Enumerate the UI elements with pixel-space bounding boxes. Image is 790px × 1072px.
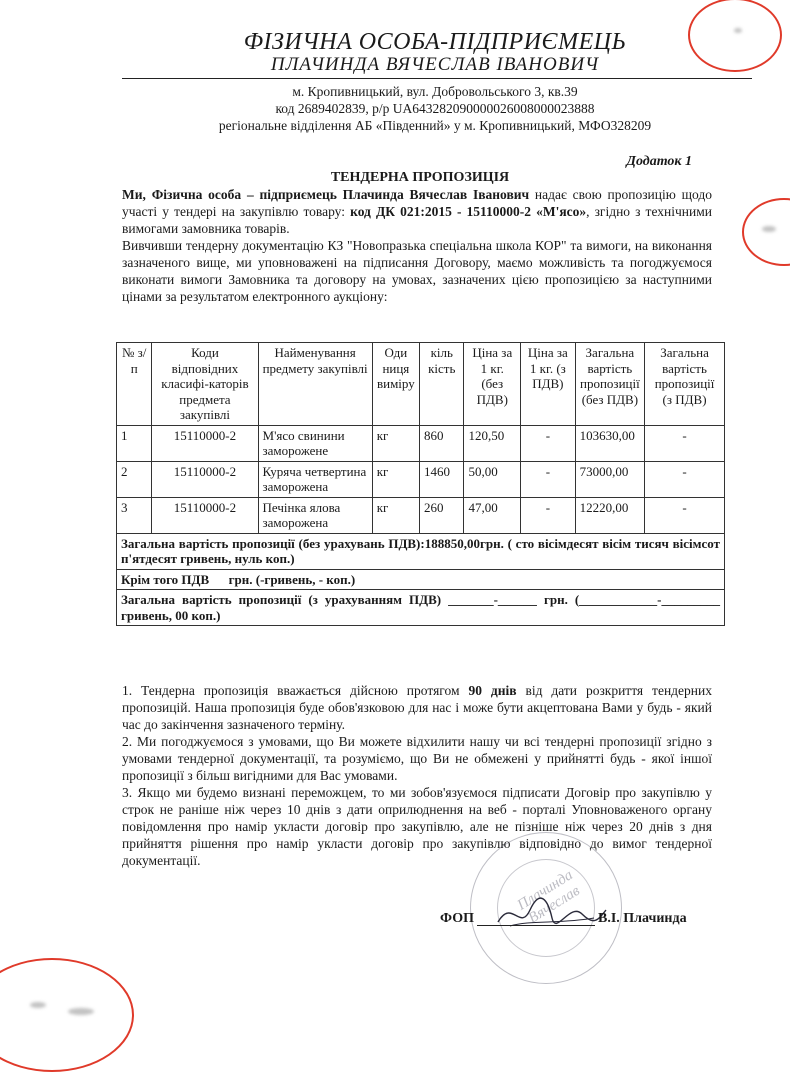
intro-paragraph-2: Вивчивши тендерну документацію КЗ "Новопразька спеціальна школа КОР" та вимоги, на виконання зазначеного вище, ми уповноважені на підписання Договору, маємо можливість та погоджуємося виконати вимоги Замовника та договору на умовах, зазначених цією пропозицією за наступними цінами за результатом електронного аукціону:	[122, 238, 712, 304]
punch-hole-circle	[742, 198, 790, 266]
header-bank: регіональне відділення АБ «Південний» у м. Кропивницький, МФО328209	[218, 118, 652, 133]
table-cell: 12220,00	[575, 497, 644, 533]
header-name: ПЛАЧИНДА ВЯЧЕСЛАВ ІВАНОВИЧ	[270, 54, 600, 75]
scan-smudge	[734, 28, 742, 33]
term-3: 3. Якщо ми будемо визнані переможцем, то ми зобов'язуємося підписати Договір про закупівлю у строк не раніше ніж через 10 днів з дати оприлюднення на веб - порталі Уповноваженого органу повідомлення про намір укласти договір про закупівлю, але не пізніше ніж через 20 днів з дня прийняття рішення про намір укласти договір про закупівлю відповідно до вимог тендерної документації.	[122, 785, 712, 868]
table-cell: 73000,00	[575, 461, 644, 497]
table-header-cell: Коди відповідних класифі-каторів предмета закупівлі	[152, 343, 258, 426]
total-without-vat: Загальна вартість пропозиції (без урахувань ПДВ):188850,00грн. ( сто вісімдесят вісім тисяч вісімсот п'ятдесят гривень, нуль коп.)	[117, 533, 725, 569]
document-title: ТЕНДЕРНА ПРОПОЗИЦІЯ	[330, 170, 510, 185]
table-header-cell: Ціна за 1 кг. (з ПДВ)	[521, 343, 576, 426]
table-header-row	[117, 343, 725, 426]
table-row	[117, 497, 725, 533]
term-2: 2. Ми погоджуємося з умовами, що Ви можете відхилити нашу чи всі тендерні пропозиції згідно з умовами тендерної документації, та розуміємо, що Ви не обмежені у прийнятті будь - якої іншої пропозиції з більш вигідними для Вас умовами.	[122, 734, 712, 783]
table-cell: 15110000-2	[152, 461, 258, 497]
table-cell: 1460	[420, 461, 464, 497]
table-header-cell: Ціна за 1 кг. (без ПДВ)	[464, 343, 521, 426]
table-cell: 15110000-2	[152, 425, 258, 461]
scan-smudge	[68, 1008, 94, 1015]
total-with-vat-row	[117, 590, 725, 626]
total-with-vat: Загальна вартість пропозиції (з урахуванням ПДВ) _______-______ грн. (____________-_________ гривень, 00 коп.)	[117, 590, 725, 626]
intro-section	[122, 186, 712, 305]
header-divider	[122, 78, 752, 79]
stamp-text: Плачинда Вячеслав	[514, 867, 583, 927]
table-row	[117, 461, 725, 497]
intro-after-code: , згідно з технічними вимогами замовника товарів.	[122, 204, 712, 236]
header-title: ФІЗИЧНА ОСОБА-ПІДПРИЄМЕЦЬ	[243, 29, 627, 55]
signature-line	[477, 925, 595, 926]
table-cell: 1	[117, 425, 152, 461]
price-table	[116, 342, 725, 626]
table-cell: кг	[372, 425, 419, 461]
table-cell: -	[645, 425, 725, 461]
table-cell: -	[521, 497, 576, 533]
table-cell: 860	[420, 425, 464, 461]
table-header-cell: Загальна вартість пропозиції (без ПДВ)	[575, 343, 644, 426]
intro-code: код ДК 021:2015 - 15110000-2 «М'ясо»	[350, 204, 587, 219]
vat-row	[117, 569, 725, 590]
total-without-vat-row	[117, 533, 725, 569]
punch-hole-circle	[0, 958, 134, 1072]
table-header-cell: № з/п	[117, 343, 152, 426]
table-header-cell: Найменування предмету закупівлі	[258, 343, 372, 426]
signatory-name: В.І. Плачинда	[598, 911, 687, 926]
table-cell: -	[645, 497, 725, 533]
annex-label: Додаток 1	[626, 154, 692, 169]
table-cell: кг	[372, 461, 419, 497]
handwritten-signature-icon	[490, 880, 610, 940]
table-cell: Печінка ялова заморожена	[258, 497, 372, 533]
table-cell: -	[521, 461, 576, 497]
table-header-cell: Оди ниця виміру	[372, 343, 419, 426]
term-1-after: від дати розкриття тендерних пропозицій. Наша пропозиція буде обов'язковою для нас і може бути акцептована Вами у будь - який час до закінчення зазначеного терміну.	[122, 683, 712, 732]
scan-smudge	[30, 1002, 46, 1008]
signature-prefix: ФОП	[440, 911, 474, 926]
header-address: м. Кропивницький, вул. Добровольського 3, кв.39	[292, 84, 578, 99]
terms-section	[122, 682, 712, 869]
table-cell: 2	[117, 461, 152, 497]
intro-paragraph-1	[122, 186, 712, 237]
term-1-validity: 90 днів	[468, 683, 517, 698]
table-cell: -	[645, 461, 725, 497]
intro-after-lead: надає свою пропозицію щодо участі у тендері на закупівлю товару:	[122, 187, 712, 219]
table-cell: 47,00	[464, 497, 521, 533]
table-cell: Куряча четвертина заморожена	[258, 461, 372, 497]
table-cell: 50,00	[464, 461, 521, 497]
table-cell: 103630,00	[575, 425, 644, 461]
table-cell: кг	[372, 497, 419, 533]
table-header-cell: Загальна вартість пропозиції (з ПДВ)	[645, 343, 725, 426]
vat-line: Крім того ПДВ грн. (-гривень, - коп.)	[117, 569, 725, 590]
term-1	[122, 682, 712, 733]
table-header-cell: кіль кість	[420, 343, 464, 426]
intro-lead: Ми, Фізична особа – підприємець Плачинда Вячеслав Іванович	[122, 187, 530, 202]
table-cell: 120,50	[464, 425, 521, 461]
header-codes: код 2689402839, р/р UA643282090000026008000023888	[275, 101, 595, 116]
scan-smudge	[762, 226, 776, 232]
table-cell: М'ясо свинини заморожене	[258, 425, 372, 461]
table-cell: 3	[117, 497, 152, 533]
table-cell: -	[521, 425, 576, 461]
punch-hole-circle	[688, 0, 782, 72]
table-cell: 15110000-2	[152, 497, 258, 533]
table-row	[117, 425, 725, 461]
term-1-before: 1. Тендерна пропозиція вважається дійсною протягом	[122, 683, 469, 698]
table-cell: 260	[420, 497, 464, 533]
